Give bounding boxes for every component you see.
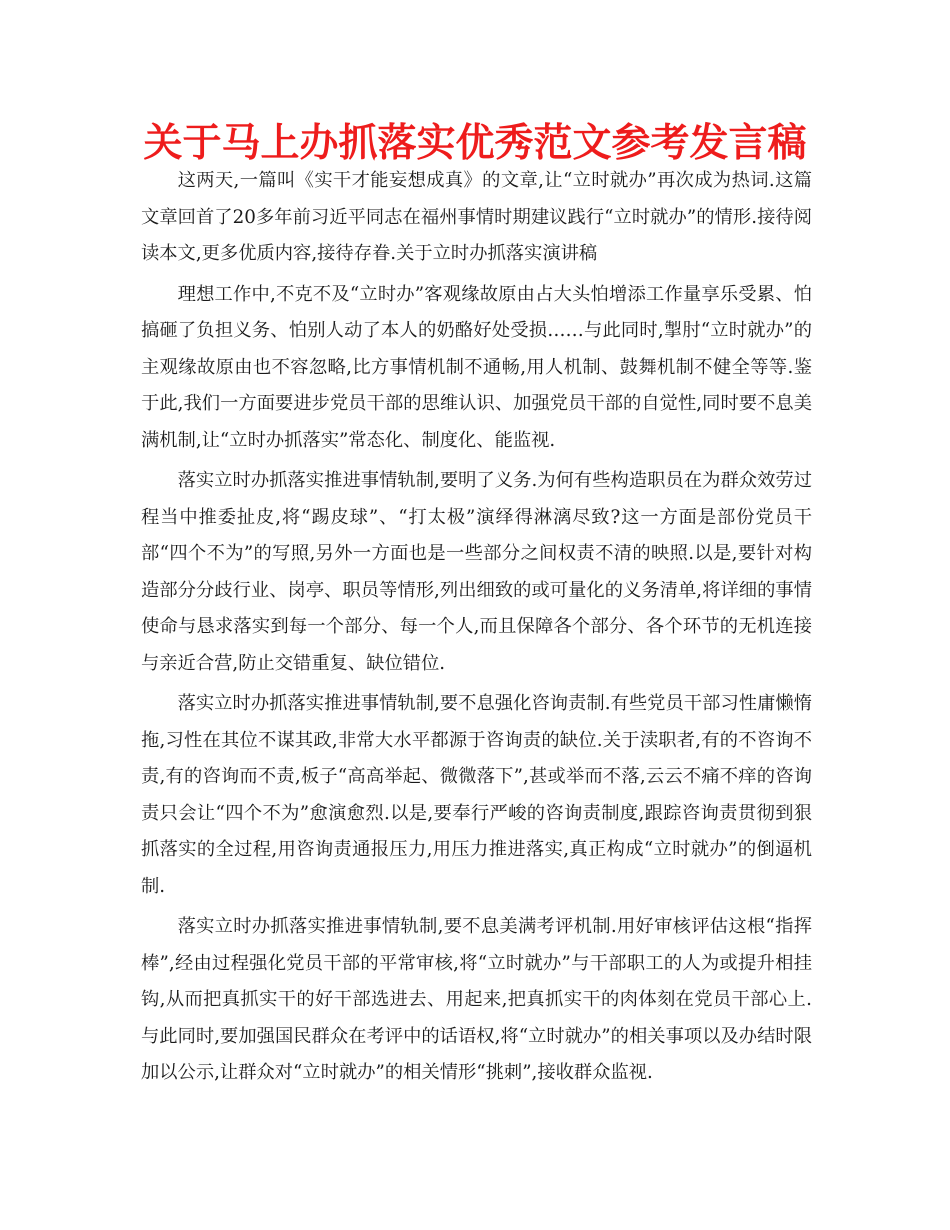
paragraph-accountability: 落实立时办抓落实推进事情轨制,要不息强化咨询责制.有些党员干部习性庸懒惰拖,习性在其位不谋其政,非常大水平都源于咨询责的缺位.关于渎职者,有的不咨询不责,有的咨询而不责,板子“高高举起、微微落下”,甚或举而不落,云云不痛不痒的咨询责只会让“四个不为”愈演愈烈.以是,要奉行严峻的咨询责制度,跟踪咨询责贯彻到狠抓落实的全过程,用咨询责通报压力,用压力推进落实,真正构成“立时就办”的倒逼机制. [141, 693, 812, 897]
document-title: 关于马上办抓落实优秀范文参考发言稿 [143, 121, 807, 166]
paragraph-responsibility: 落实立时办抓落实推进事情轨制,要明了义务.为何有些构造职员在为群众效劳过程当中推委扯皮,将“踢皮球”、“打太极”演绎得淋漓尽致?这一方面是部份党员干部“四个不为”的写照,另外一方面也是一些部分之间权责不清的映照.以是,要针对构造部分分歧行业、岗亭、职员等情形,列出细致的或可量化的义务清单,将详细的事情使命与恳求落实到每一个部分、每一个人,而且保障各个部分、各个环节的无机连接与亲近合营,防止交错重复、缺位错位. [141, 470, 812, 674]
paragraph-evaluation: 落实立时办抓落实推进事情轨制,要不息美满考评机制.用好审核评估这根“指挥棒”,经由过程强化党员干部的平常审核,将“立时就办”与干部职工的人为或提升相挂钩,从而把真抓实干的好干部选进去、用起来,把真抓实干的肉体刻在党员干部心上.与此同时,要加强国民群众在考评中的话语权,将“立时就办”的相关事项以及办结时限加以公示,让群众对“立时就办”的相关情形“挑刺”,接收群众监视. [141, 916, 812, 1083]
document-body [141, 163, 812, 1096]
paragraph-causes: 理想工作中,不克不及“立时办”客观缘故原由占大头怕增添工作量享乐受累、怕搞砸了负担义务、怕别人动了本人的奶酪好处受损……与此同时,掣肘“立时就办”的主观缘故原由也不容忽略,比方事情机制不通畅,用人机制、鼓舞机制不健全等等.鉴于此,我们一方面要进步党员干部的思维认识、加强党员干部的自觉性,同时要不息美满机制,让“立时办抓落实”常态化、制度化、能监视. [141, 283, 812, 451]
paragraph-intro: 这两天,一篇叫《实干才能妄想成真》的文章,让“立时就办”再次成为热词.这篇文章回首了20多年前习近平同志在福州事情时期建议践行“立时就办”的情形.接待阅读本文,更多优质内容,接待存眷.关于立时办抓落实演讲稿 [141, 170, 812, 264]
